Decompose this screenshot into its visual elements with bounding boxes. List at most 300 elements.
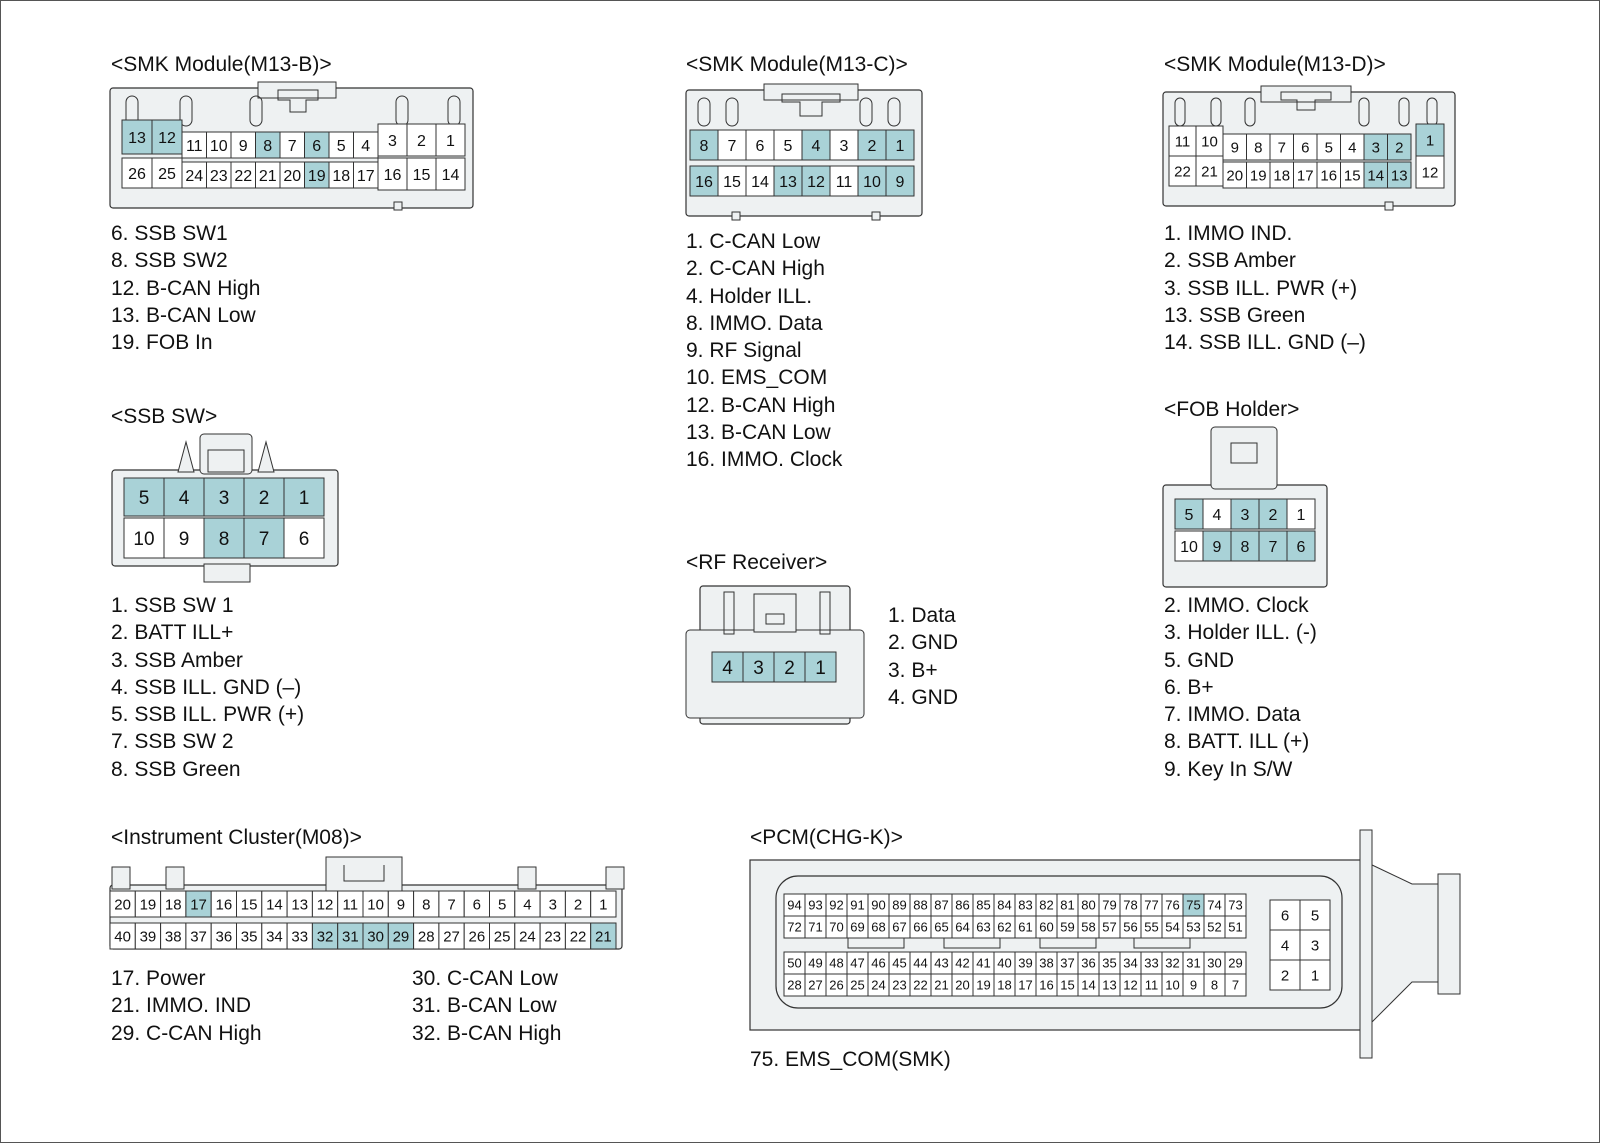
pin-number: 6	[312, 137, 322, 155]
latch	[1261, 86, 1351, 102]
key-slot	[1134, 938, 1190, 948]
pin-description: 3. SSB ILL. PWR (+)	[1164, 276, 1358, 300]
pin-number: 17	[356, 167, 375, 185]
pin-number: 53	[1186, 919, 1201, 935]
pin-number: 15	[1343, 167, 1361, 185]
ssb-pin-list	[111, 592, 304, 783]
pin-description: 17. Power	[111, 967, 206, 990]
pin-number: 85	[976, 897, 991, 913]
pin-description: 1. Data	[888, 604, 956, 627]
pin-description: 2. IMMO. Clock	[1164, 594, 1309, 617]
pin-number: 1	[599, 896, 608, 914]
pin-number: 18	[164, 896, 182, 914]
pin-number: 10	[863, 173, 881, 191]
pcm-pin-list	[750, 1046, 951, 1073]
pin-number: 6	[1296, 538, 1306, 556]
pin-number: 5	[336, 137, 346, 155]
pin-description: 21. IMMO. IND	[111, 994, 252, 1018]
pin-number: 83	[1018, 897, 1033, 913]
pin-number: 4	[811, 137, 821, 155]
pin-number: 11	[1144, 977, 1159, 993]
pin-number: 21	[934, 977, 949, 993]
pin-number: 38	[164, 928, 182, 946]
pin-description: 13. B-CAN Low	[111, 303, 256, 327]
pin-number: 55	[1144, 919, 1159, 935]
pin-number: 75	[1186, 897, 1201, 913]
pin-number: 17	[1296, 167, 1314, 185]
pin-number: 2	[867, 137, 877, 155]
pin-number: 16	[215, 896, 233, 914]
pin-number: 33	[1144, 955, 1159, 971]
pin-number: 19	[139, 896, 157, 914]
pin-number: 61	[1018, 919, 1033, 935]
pin-number: 48	[829, 955, 844, 971]
pin-number: 65	[934, 919, 949, 935]
pin-description: 2. BATT ILL+	[111, 621, 234, 645]
pin-number: 19	[1249, 167, 1267, 185]
key-slot	[944, 938, 1000, 948]
pin-number: 2	[417, 132, 426, 150]
latch	[754, 594, 796, 632]
latch	[764, 84, 858, 100]
key-slot	[1040, 938, 1096, 948]
pin-number: 24	[519, 928, 536, 946]
pin-number: 60	[1039, 919, 1054, 935]
pin-number: 31	[342, 928, 359, 946]
pin-number: 10	[209, 137, 228, 155]
pin-number: 89	[892, 897, 907, 913]
pin-number: 3	[1310, 937, 1320, 955]
m13d-title: <SMK Module(M13-D)>	[1164, 53, 1386, 76]
pin-number: 23	[892, 977, 907, 993]
pin-number: 37	[1060, 955, 1075, 971]
guide-rib	[258, 442, 274, 472]
pin-description: 2. GND	[888, 631, 959, 655]
pin-number: 24	[871, 977, 886, 993]
m13c-title: <SMK Module(M13-C)>	[686, 53, 908, 76]
pin-description: 8. IMMO. Data	[686, 311, 823, 335]
pin-description: 1. SSB SW 1	[111, 594, 234, 617]
pin-number: 1	[1425, 132, 1435, 150]
pin-number: 42	[955, 955, 970, 971]
pin-number: 11	[185, 137, 203, 155]
pin-number: 3	[1240, 506, 1250, 524]
pin-number: 15	[412, 166, 431, 184]
pin-number: 9	[895, 173, 905, 191]
pin-number: 5	[1184, 506, 1194, 524]
pin-number: 4	[523, 896, 532, 914]
pin-number: 1	[446, 132, 455, 150]
pin-number: 59	[1060, 919, 1075, 935]
pin-description: 4. SSB ILL. GND (–)	[111, 675, 302, 699]
pin-number: 67	[892, 919, 907, 935]
pin-number: 22	[913, 977, 928, 993]
pin-number: 1	[815, 657, 826, 679]
cluster-pin-list-right	[412, 965, 561, 1047]
pin-number: 54	[1165, 919, 1180, 935]
pin-number: 2	[573, 896, 583, 914]
pin-description: 30. C-CAN Low	[412, 967, 558, 990]
pin-number: 20	[283, 167, 302, 185]
lock-tab	[112, 867, 130, 889]
pin-description: 4. GND	[888, 685, 959, 709]
pin-number: 81	[1060, 897, 1075, 913]
pin-number: 32	[1165, 955, 1180, 971]
pin-number: 37	[190, 928, 207, 946]
pin-number: 30	[367, 928, 384, 946]
pin-number: 25	[850, 977, 865, 993]
pin-number: 6	[755, 137, 765, 155]
pin-description: 3. Holder ILL. (-)	[1164, 621, 1317, 645]
key-notch	[394, 202, 402, 210]
pin-number: 17	[190, 896, 207, 914]
lock-tab	[166, 867, 184, 889]
pin-number: 69	[850, 919, 865, 935]
pin-description: 4. Holder ILL.	[686, 284, 813, 308]
pin-description: 2. SSB Amber	[1164, 249, 1296, 273]
pin-description: 5. SSB ILL. PWR (+)	[111, 703, 305, 727]
pin-number: 12	[158, 129, 176, 147]
pin-number: 11	[1174, 133, 1191, 151]
pin-number: 5	[497, 896, 507, 914]
pin-number: 52	[1207, 919, 1222, 935]
pin-number: 8	[1240, 538, 1250, 556]
pin-number: 36	[215, 928, 233, 946]
pin-number: 56	[1123, 919, 1138, 935]
pin-number: 18	[1273, 167, 1291, 185]
pin-number: 6	[472, 896, 482, 914]
pin-number: 2	[784, 657, 795, 679]
pin-description: 31. B-CAN Low	[412, 994, 557, 1018]
ssb-title: <SSB SW>	[111, 405, 218, 428]
key-slot	[848, 938, 904, 948]
pin-number: 19	[307, 167, 326, 185]
pin-description: 6. B+	[1164, 675, 1214, 699]
pin-number: 7	[1277, 139, 1286, 157]
pin-number: 9	[1212, 538, 1222, 556]
pin-number: 39	[1018, 955, 1033, 971]
key-notch	[1385, 202, 1393, 210]
pin-number: 11	[835, 173, 853, 191]
bottom-latch	[204, 564, 250, 582]
pin-description: 1. IMMO IND.	[1164, 222, 1293, 245]
pin-number: 22	[1174, 163, 1191, 181]
cluster-connector	[108, 855, 628, 963]
pin-number: 16	[383, 166, 402, 184]
lock-tab	[518, 867, 536, 889]
pcm-title: <PCM(CHG-K)>	[750, 826, 903, 849]
pin-number: 36	[1081, 955, 1096, 971]
fob-title: <FOB Holder>	[1164, 398, 1300, 421]
pin-number: 4	[1212, 506, 1222, 524]
pin-number: 4	[1280, 937, 1290, 955]
pin-description: 12. B-CAN High	[686, 393, 836, 417]
pin-number: 10	[1165, 977, 1180, 993]
pin-description: 2. C-CAN High	[686, 257, 825, 281]
pin-number: 16	[1320, 167, 1338, 185]
pin-number: 29	[392, 928, 410, 946]
latch	[326, 857, 402, 891]
pin-number: 64	[955, 919, 970, 935]
pin-number: 88	[913, 897, 928, 913]
pin-description: 6. SSB SW1	[111, 222, 228, 245]
latch	[1211, 427, 1277, 489]
pin-number: 3	[839, 137, 849, 155]
pin-number: 4	[1348, 139, 1357, 157]
pin-number: 8	[422, 896, 431, 914]
pin-number: 77	[1144, 897, 1159, 913]
pcm-connector	[748, 828, 1488, 1068]
pin-number: 15	[723, 173, 741, 191]
pin-number: 6	[298, 528, 310, 550]
pin-number: 27	[443, 928, 460, 946]
pin-number: 43	[934, 955, 949, 971]
pin-number: 35	[1102, 955, 1117, 971]
pin-description: 19. FOB In	[111, 331, 213, 355]
m13c-connector	[684, 82, 944, 224]
pin-number: 4	[178, 487, 190, 509]
pin-number: 7	[447, 896, 456, 914]
pin-number: 10	[367, 896, 384, 914]
pin-description: 9. Key In S/W	[1164, 757, 1293, 781]
pin-number: 87	[934, 897, 949, 913]
pin-number: 28	[787, 977, 802, 993]
pin-description: 5. GND	[1164, 648, 1235, 672]
pin-number: 74	[1207, 897, 1222, 913]
pin-number: 12	[1421, 164, 1439, 182]
pin-number: 5	[1310, 907, 1320, 925]
pin-number: 27	[808, 977, 823, 993]
pin-number: 5	[138, 487, 150, 509]
pin-number: 31	[1186, 955, 1201, 971]
pin-number: 22	[569, 928, 587, 946]
pin-number: 25	[158, 165, 176, 183]
key-notch	[732, 212, 740, 220]
pin-number: 24	[185, 167, 204, 185]
pin-number: 78	[1123, 897, 1138, 913]
pin-number: 62	[997, 919, 1012, 935]
pin-number: 15	[240, 896, 258, 914]
pin-number: 13	[291, 896, 309, 914]
pin-description: 1. C-CAN Low	[686, 230, 821, 253]
pin-number: 10	[1201, 133, 1218, 151]
pin-number: 2	[1280, 967, 1290, 985]
pin-number: 34	[1123, 955, 1138, 971]
pin-number: 38	[1039, 955, 1054, 971]
pin-number: 57	[1102, 919, 1117, 935]
pin-number: 7	[287, 137, 297, 155]
pin-number: 5	[783, 137, 793, 155]
pin-number: 80	[1081, 897, 1096, 913]
pin-description: 8. SSB Green	[111, 757, 241, 781]
pin-number: 8	[263, 137, 273, 155]
cluster-title: <Instrument Cluster(M08)>	[111, 826, 362, 849]
pin-number: 7	[727, 137, 737, 155]
pin-number: 16	[695, 173, 713, 191]
rf-title: <RF Receiver>	[686, 551, 828, 574]
pin-number: 17	[1018, 977, 1033, 993]
pin-description: 10. EMS_COM	[686, 366, 828, 390]
pin-number: 29	[1228, 955, 1243, 971]
pin-description: 29. C-CAN High	[111, 1021, 262, 1045]
pin-description: 16. IMMO. Clock	[686, 448, 843, 472]
m13d-pin-list	[1164, 220, 1366, 356]
pin-number: 72	[787, 919, 802, 935]
pin-number: 46	[871, 955, 886, 971]
pin-number: 26	[128, 165, 146, 183]
pin-number: 71	[808, 919, 823, 935]
m13b-connector	[108, 82, 488, 214]
pin-number: 16	[1039, 977, 1054, 993]
pin-number: 15	[1060, 977, 1075, 993]
pin-number: 2	[1395, 139, 1404, 157]
pin-number: 25	[493, 928, 511, 946]
pin-number: 3	[388, 132, 397, 150]
pin-number: 33	[291, 928, 309, 946]
pin-description: 12. B-CAN High	[111, 276, 261, 300]
pin-number: 94	[787, 897, 802, 913]
pin-number: 9	[1189, 977, 1198, 993]
pin-number: 66	[913, 919, 928, 935]
pin-description: 13. B-CAN Low	[686, 421, 831, 445]
pin-number: 20	[955, 977, 970, 993]
pin-description: 8. BATT. ILL (+)	[1164, 730, 1310, 754]
pin-number: 92	[829, 897, 844, 913]
m13c-pin-list	[686, 228, 842, 474]
pin-number: 8	[1254, 139, 1263, 157]
pin-number: 79	[1102, 897, 1117, 913]
pin-number: 40	[997, 955, 1012, 971]
pin-number: 91	[850, 897, 865, 913]
pin-number: 20	[1226, 167, 1244, 185]
pin-number: 13	[1102, 977, 1117, 993]
pin-number: 90	[871, 897, 886, 913]
pin-number: 4	[722, 657, 733, 679]
pin-number: 1	[895, 137, 905, 155]
pin-number: 50	[787, 955, 802, 971]
pin-number: 19	[976, 977, 991, 993]
pin-number: 5	[1324, 139, 1333, 157]
pin-number: 9	[238, 137, 248, 155]
pin-number: 39	[139, 928, 157, 946]
pin-description: 75. EMS_COM(SMK)	[750, 1048, 951, 1071]
pin-number: 7	[258, 528, 270, 550]
pin-number: 3	[218, 487, 230, 509]
pin-number: 34	[266, 928, 283, 946]
key-notch	[872, 212, 880, 220]
pin-number: 7	[1268, 538, 1278, 556]
pin-description: 8. SSB SW2	[111, 249, 228, 273]
pin-number: 21	[1201, 163, 1218, 181]
pin-number: 45	[892, 955, 907, 971]
pin-number: 9	[396, 896, 406, 914]
pin-number: 20	[114, 896, 131, 914]
pin-number: 13	[779, 173, 797, 191]
pin-number: 93	[808, 897, 823, 913]
m13b-title: <SMK Module(M13-B)>	[111, 53, 332, 76]
rf-pin-list	[888, 602, 958, 711]
m13b-pin-list	[111, 220, 260, 356]
pin-number: 58	[1081, 919, 1096, 935]
pin-number: 8	[699, 137, 709, 155]
pin-number: 14	[751, 173, 769, 191]
pin-number: 23	[209, 167, 228, 185]
ssb-connector	[108, 430, 348, 592]
guide-rib	[178, 442, 194, 472]
pin-number: 26	[829, 977, 844, 993]
pin-number: 12	[316, 896, 334, 914]
pin-number: 73	[1228, 897, 1243, 913]
pin-number: 13	[128, 129, 146, 147]
pin-number: 6	[1280, 907, 1290, 925]
pin-number: 28	[417, 928, 435, 946]
pin-number: 47	[850, 955, 865, 971]
pin-number: 14	[441, 166, 460, 184]
pin-number: 3	[753, 657, 764, 679]
rf-connector	[684, 578, 870, 738]
pin-number: 2	[258, 487, 270, 509]
pin-number: 51	[1228, 919, 1243, 935]
fob-connector	[1161, 425, 1341, 590]
pin-description: 3. B+	[888, 658, 938, 682]
pin-number: 9	[178, 528, 190, 550]
pin-number: 9	[1230, 139, 1239, 157]
pin-description: 7. SSB SW 2	[111, 730, 234, 754]
pin-number: 8	[218, 528, 230, 550]
pin-number: 3	[548, 896, 557, 914]
m13d-connector	[1161, 84, 1491, 214]
cluster-pin-list-left	[111, 965, 262, 1047]
pin-number: 14	[1367, 167, 1385, 185]
pin-number: 12	[807, 173, 825, 191]
pin-number: 4	[361, 137, 371, 155]
pin-number: 11	[342, 896, 359, 914]
pin-number: 2	[1268, 506, 1278, 524]
pin-description: 9. RF Signal	[686, 339, 802, 363]
pin-number: 32	[316, 928, 334, 946]
pin-number: 1	[1296, 506, 1306, 524]
pin-number: 18	[332, 167, 351, 185]
pin-number: 23	[544, 928, 562, 946]
pin-number: 82	[1039, 897, 1054, 913]
pin-number: 21	[595, 928, 612, 946]
pin-number: 70	[829, 919, 844, 935]
pin-number: 30	[1207, 955, 1222, 971]
pin-number: 41	[976, 955, 991, 971]
pin-number: 13	[1390, 167, 1408, 185]
pin-number: 40	[114, 928, 131, 946]
pin-number: 21	[258, 167, 277, 185]
mount-plate	[1360, 830, 1372, 1058]
pin-number: 26	[468, 928, 486, 946]
pin-number: 22	[234, 167, 253, 185]
pin-number: 10	[1180, 538, 1198, 556]
rear-flange	[1370, 864, 1438, 1024]
lock-tab	[606, 867, 624, 889]
pin-number: 8	[1210, 977, 1219, 993]
pin-number: 10	[133, 528, 155, 550]
pin-number: 76	[1165, 897, 1180, 913]
pin-number: 1	[298, 487, 310, 509]
pin-number: 18	[997, 977, 1012, 993]
pin-number: 68	[871, 919, 886, 935]
pin-number: 7	[1231, 977, 1240, 993]
pin-description: 14. SSB ILL. GND (–)	[1164, 331, 1366, 355]
pin-number: 86	[955, 897, 970, 913]
lever	[1438, 874, 1460, 994]
pin-number: 12	[1123, 977, 1138, 993]
pin-description: 13. SSB Green	[1164, 303, 1306, 327]
